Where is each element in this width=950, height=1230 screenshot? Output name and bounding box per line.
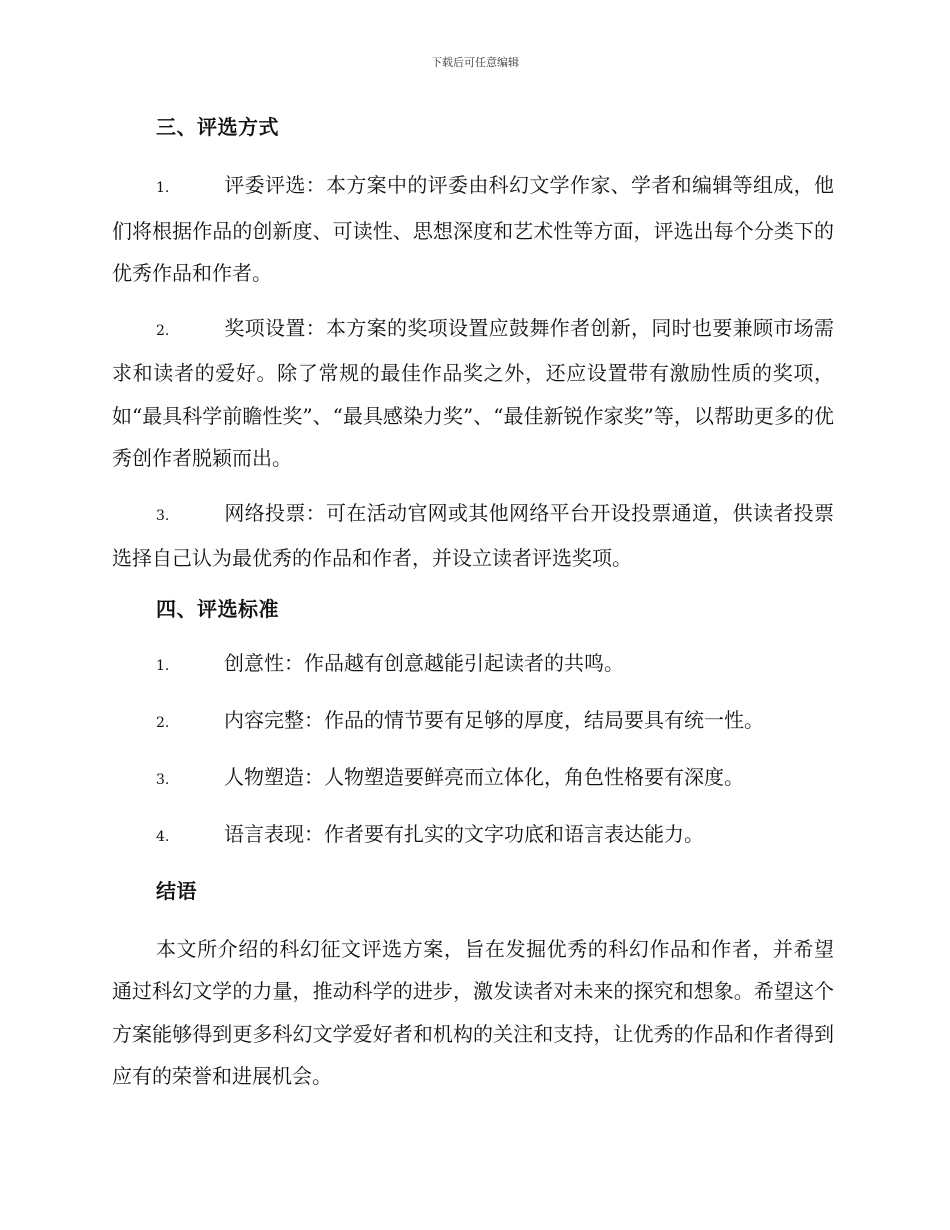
list-item	[112, 492, 834, 580]
list-text: 创意性：作品越有创意越能引起读者的共鸣。	[224, 650, 624, 675]
list-number: 1.	[156, 180, 170, 196]
list-text: 评委评选：本方案中的评委由科幻文学作家、学者和编辑等组成，他们将根据作品的创新度、可读性、思想深度和艺术性等方面，评选出每个分类下的优秀作品和作者。	[112, 173, 834, 285]
list-item	[112, 307, 834, 480]
list-number: 3.	[156, 771, 170, 788]
section-heading-evaluation-criteria: 四、评选标准	[156, 596, 279, 621]
section-heading-conclusion: 结语	[156, 878, 197, 903]
list-item	[112, 164, 834, 295]
list-number: 2.	[156, 714, 170, 731]
list-number: 2.	[156, 322, 170, 339]
list-text: 网络投票：可在活动官网或其他网络平台开设投票通道，供读者投票选择自己认为最优秀的作品和作者，并设立读者评选奖项。	[112, 500, 834, 570]
list-item	[112, 760, 834, 797]
list-item	[112, 703, 834, 740]
conclusion-paragraph: 本文所介绍的科幻征文评选方案，旨在发掘优秀的科幻作品和作者，并希望通过科幻文学的力量，推动科学的进步，激发读者对未来的探究和想象。希望这个方案能够得到更多科幻文学爱好者和机构的关注和支持，让优秀的作品和作者得到应有的荣誉和进展机会。	[112, 936, 834, 1088]
list-number: 1.	[156, 657, 170, 674]
list-number: 3.	[156, 507, 170, 524]
section-heading-evaluation-method: 三、评选方式	[156, 115, 279, 139]
list-text: 内容完整：作品的情节要有足够的厚度，结局要具有统一性。	[224, 707, 764, 732]
document-body	[112, 110, 834, 1098]
list-number: 4.	[156, 828, 170, 845]
list-text: 人物塑造：人物塑造要鲜亮而立体化，角色性格要有深度。	[224, 764, 744, 789]
list-text: 语言表现：作者要有扎实的文字功底和语言表达能力。	[224, 821, 704, 846]
list-item	[112, 646, 834, 683]
page-header: 下载后可任意编辑	[431, 56, 519, 69]
list-text: 奖项设置：本方案的奖项设置应鼓舞作者创新，同时也要兼顾市场需求和读者的爱好。除了常规的最佳作品奖之外，还应设置带有激励性质的奖项，如“最具科学前瞻性奖”、“最具感染力奖”、“最佳新锐作家奖”等，以帮助更多的优秀创作者脱颖而出。	[112, 315, 834, 470]
list-item	[112, 817, 834, 854]
